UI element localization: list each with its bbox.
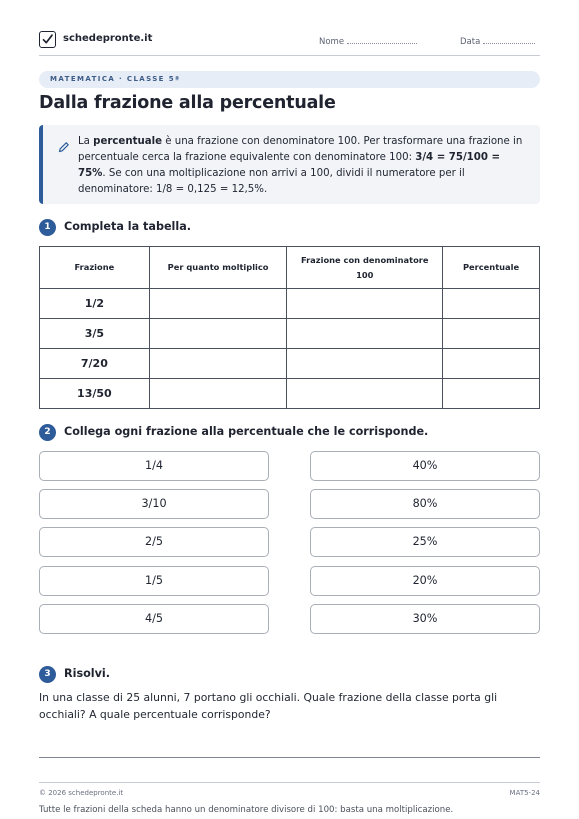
column-header: Percentuale xyxy=(443,247,540,289)
match-percent-box[interactable]: 80% xyxy=(310,489,540,519)
header-divider xyxy=(39,55,540,56)
match-fraction-box[interactable]: 2/5 xyxy=(39,527,269,557)
footer-divider xyxy=(39,782,540,783)
fraction-table xyxy=(39,246,540,409)
answer-cell[interactable] xyxy=(443,319,540,349)
answer-cell[interactable] xyxy=(443,289,540,319)
answer-cell[interactable] xyxy=(149,319,287,349)
match-percent-box[interactable]: 40% xyxy=(310,451,540,481)
fraction-cell: 13/50 xyxy=(40,379,150,409)
table-header-row xyxy=(40,247,540,289)
fraction-cell: 3/5 xyxy=(40,319,150,349)
copyright: © 2026 schedepronte.it xyxy=(39,789,124,797)
table-row xyxy=(40,319,540,349)
match-fraction-box[interactable]: 1/4 xyxy=(39,451,269,481)
footer-note: Tutte le frazioni della scheda hanno un denominatore divisore di 100: basta una moltiplicazione. xyxy=(39,805,454,815)
answer-cell[interactable] xyxy=(287,289,443,319)
match-fraction-box[interactable]: 1/5 xyxy=(39,566,269,596)
column-header: Frazione xyxy=(40,247,150,289)
column-header: Frazione con denominatore 100 xyxy=(287,247,443,289)
info-box xyxy=(39,125,540,204)
match-percent-box[interactable]: 20% xyxy=(310,566,540,596)
match-percent-box[interactable]: 25% xyxy=(310,527,540,557)
sheet-code: MAT5-24 xyxy=(509,789,540,797)
answer-cell[interactable] xyxy=(149,379,287,409)
table-row xyxy=(40,379,540,409)
page-title: Dalla frazione alla percentuale xyxy=(39,93,336,113)
subject-pill: MATEMATICA · CLASSE 5ª xyxy=(39,71,540,88)
answer-cell[interactable] xyxy=(149,289,287,319)
answer-cell[interactable] xyxy=(443,379,540,409)
name-field: Nome xyxy=(319,35,417,47)
pencil-icon xyxy=(58,138,70,157)
table-row xyxy=(40,349,540,379)
fraction-cell: 7/20 xyxy=(40,349,150,379)
match-fraction-box[interactable]: 3/10 xyxy=(39,489,269,519)
question-number-2: 2 xyxy=(39,424,56,441)
question-1-text: Completa la tabella. xyxy=(64,220,192,233)
table-row xyxy=(40,289,540,319)
info-text: La percentuale è una frazione con denominatore 100. Per trasformare una frazione in percentuale cerca la frazione equivalente con denominatore 100: 3/4 = 75/100 = 75%. Se con una moltiplicazione non arrivi a 100, dividi il numeratore per il denominatore: 1/8 = 0,125 = 12,5%. xyxy=(78,136,523,195)
answer-cell[interactable] xyxy=(287,379,443,409)
column-header: Per quanto moltiplico xyxy=(149,247,287,289)
match-fraction-box[interactable]: 4/5 xyxy=(39,604,269,634)
fraction-cell: 1/2 xyxy=(40,289,150,319)
answer-line[interactable] xyxy=(39,757,540,758)
question-number-1: 1 xyxy=(39,219,56,236)
question-3-text: Risolvi. xyxy=(64,667,111,680)
question-2-text: Collega ogni frazione alla percentuale che le corrisponde. xyxy=(64,425,429,438)
question-number-3: 3 xyxy=(39,666,56,683)
answer-cell[interactable] xyxy=(287,319,443,349)
answer-cell[interactable] xyxy=(287,349,443,379)
problem-text: In una classe di 25 alunni, 7 portano gli occhiali. Quale frazione della classe porta gli occhiali? A quale percentuale corrisponde? xyxy=(39,691,498,721)
answer-cell[interactable] xyxy=(443,349,540,379)
site-name: schedepronte.it xyxy=(63,33,153,44)
site-logo-icon xyxy=(39,31,56,48)
answer-cell[interactable] xyxy=(149,349,287,379)
match-percent-box[interactable]: 30% xyxy=(310,604,540,634)
date-field: Data xyxy=(460,35,535,47)
